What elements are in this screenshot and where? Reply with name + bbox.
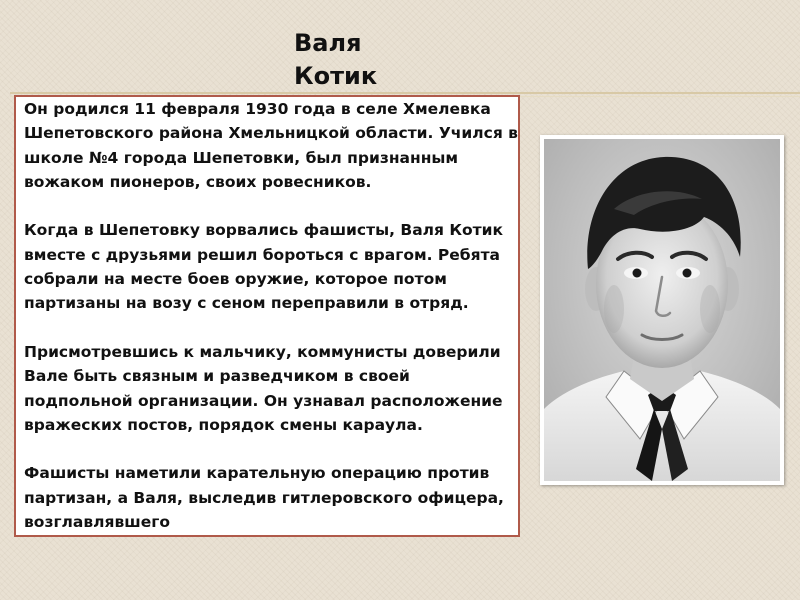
portrait-pupil-left <box>633 269 642 278</box>
paragraph-scout: Присмотревшись к мальчику, коммунисты доверили Вале быть связным и разведчиком в своей подпольной организации. Он узнавал расположение вражеских постов, порядок смены караула. <box>24 342 503 434</box>
paragraph-birth: Он родился 11 февраля 1930 года в селе Хмелевка Шепетовского района Хмельницкой области. Учился в школе №4 города Шепетовки, был признанным вожаком пионеров, своих ровесников. <box>24 100 518 191</box>
biography-text <box>24 97 518 534</box>
paragraph-resistance: Когда в Шепетовку ворвались фашисты, Валя Котик вместе с друзьями решил бороться с врагом. Ребята собрали на месте боев оружие, которое потом партизаны на возу с сеном переправили в отряд. <box>24 221 504 313</box>
portrait-image <box>544 139 780 481</box>
portrait-photo <box>540 135 784 485</box>
paragraph-gap <box>24 316 518 340</box>
paragraph-operation: Фашисты наметили карательную операцию против партизан, а Валя, выследив гитлеровского офицера, возглавлявшего <box>24 464 504 532</box>
portrait-pupil-right <box>683 269 692 278</box>
portrait-cheek-shade-right <box>700 285 720 333</box>
portrait-cheek-shade-left <box>604 285 624 333</box>
paragraph-gap <box>24 437 518 461</box>
paragraph-gap <box>24 194 518 218</box>
slide-title: Валя Котик <box>294 29 378 90</box>
